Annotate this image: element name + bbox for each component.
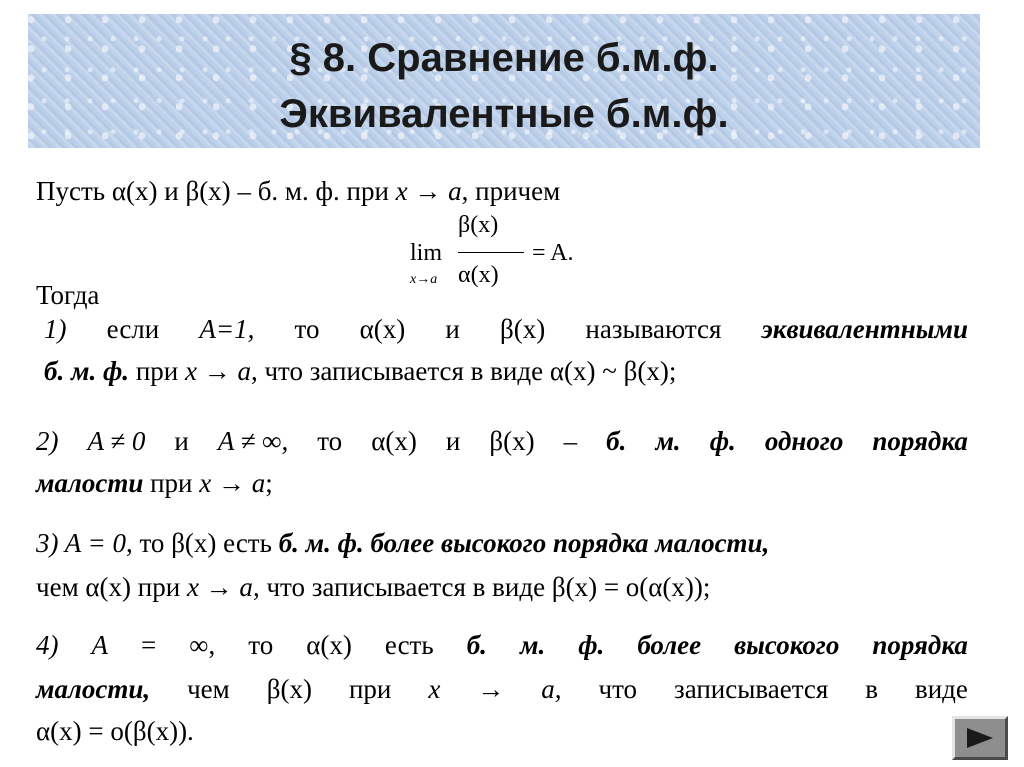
condition: A ≠ ∞, <box>217 426 289 456</box>
alpha-function: α(x) <box>111 176 158 206</box>
punctuation: ; <box>265 468 273 498</box>
dash: – <box>563 426 578 456</box>
term-word: малости, <box>36 674 151 704</box>
intro-sentence <box>36 176 560 206</box>
intro-text: , причем <box>461 176 561 206</box>
condition: 3) A = 0 <box>36 528 126 558</box>
punctuation: ; <box>668 356 677 386</box>
item-4-line-1 <box>36 630 968 660</box>
item-number: 2) <box>36 426 59 456</box>
word: есть <box>384 630 434 660</box>
term-equivalent: эквивалентными <box>761 314 968 344</box>
term-word: более <box>637 630 702 660</box>
punctuation: ; <box>702 572 711 602</box>
word: при <box>143 468 200 498</box>
then-label: Тогда <box>36 280 100 310</box>
variable-a: a <box>448 176 462 206</box>
fraction-denominator: α(x) <box>458 262 499 288</box>
variable-x: x <box>395 176 408 206</box>
alpha-function: α(x) <box>85 572 132 602</box>
beta-function: β(x) <box>500 314 546 344</box>
term-word: ф. <box>709 426 736 456</box>
limit-formula <box>410 214 590 298</box>
condition: A ≠ 0 <box>87 426 146 456</box>
word: , то <box>125 528 172 558</box>
alpha-function: α(x) <box>371 426 417 456</box>
term-word: б. <box>466 630 487 660</box>
term-word: порядка <box>872 630 968 660</box>
variable-x: x <box>428 674 441 704</box>
word: если <box>106 314 160 344</box>
formula-result: = A. <box>532 240 574 266</box>
word: и <box>174 426 189 456</box>
term-word: м. <box>519 630 546 660</box>
term-word: порядка <box>872 426 968 456</box>
word: то <box>248 630 274 660</box>
word: записывается <box>674 674 829 704</box>
lim-operator: lim <box>410 240 443 266</box>
word: при <box>131 572 187 602</box>
word: то <box>317 426 343 456</box>
next-slide-button[interactable] <box>952 716 1008 760</box>
item-1-line-2 <box>44 356 676 386</box>
word: виде <box>914 674 968 704</box>
word: и <box>445 314 460 344</box>
arrow: → <box>407 176 449 206</box>
lim-subscript: x→a <box>410 272 438 287</box>
intro-text: и <box>157 176 186 206</box>
term-higher-order: б. м. ф. более высокого порядка малости, <box>278 528 770 558</box>
word: что <box>598 674 638 704</box>
fraction-numerator: β(x) <box>458 212 499 238</box>
word: и <box>445 426 461 456</box>
item-number: 1) <box>44 314 67 344</box>
term-word: м. <box>655 426 681 456</box>
beta-function: β(x) <box>171 528 217 558</box>
item-3-line-2 <box>36 572 710 602</box>
limit-expression: x → a <box>184 356 251 386</box>
term-word: малости <box>36 468 144 498</box>
infinity: ∞, <box>189 630 216 660</box>
word: есть <box>216 528 279 558</box>
word: , что записывается в виде <box>252 572 552 602</box>
term-word: ф. <box>578 630 605 660</box>
item-2-line-2 <box>36 468 273 498</box>
item-4-line-2 <box>36 674 968 704</box>
intro-text: – б. м. ф. при <box>230 176 396 206</box>
intro-text: Пусть <box>36 176 112 206</box>
word: называются <box>585 314 722 344</box>
item-4-line-3: α(x) = o(β(x)). <box>36 716 194 746</box>
alpha-function: α(x) <box>359 314 406 344</box>
word: при <box>129 356 185 386</box>
item-number: 4) <box>36 630 59 660</box>
slide-title-banner <box>28 14 980 148</box>
term-bmf: б. м. ф. <box>44 356 130 386</box>
item-2-line-1 <box>36 426 968 456</box>
word: в <box>865 674 878 704</box>
alpha-function: α(x) <box>306 630 352 660</box>
next-slide-arrow-icon <box>965 726 995 750</box>
item-1-line-1 <box>44 314 968 344</box>
term-word: б. <box>606 426 627 456</box>
beta-function: β(x) <box>489 426 535 456</box>
beta-function: β(x) <box>266 674 312 704</box>
condition: A <box>91 630 109 660</box>
limit-expression: x → a <box>199 468 266 498</box>
equals: = <box>141 630 157 660</box>
slide-title-line-1: § 8. Сравнение б.м.ф. <box>289 36 719 80</box>
word: , что записывается в виде <box>250 356 550 386</box>
word: чем <box>187 674 230 704</box>
equivalence-expression: α(x) ~ β(x) <box>549 356 669 386</box>
slide-title-line-2: Эквивалентные б.м.ф. <box>279 92 729 136</box>
limit-expression: x → a <box>186 572 253 602</box>
item-3-line-1 <box>36 528 769 558</box>
word: то <box>294 314 320 344</box>
word: при <box>348 674 392 704</box>
fraction-bar <box>458 252 524 253</box>
term-word: одного <box>764 426 844 456</box>
condition: A=1, <box>199 314 255 344</box>
little-o-expression: β(x) = o(α(x)) <box>551 572 703 602</box>
arrow: → <box>477 674 505 704</box>
term-word: высокого <box>734 630 840 660</box>
beta-function: β(x) <box>185 176 231 206</box>
variable-a: a, <box>541 674 562 704</box>
word: чем <box>36 572 86 602</box>
